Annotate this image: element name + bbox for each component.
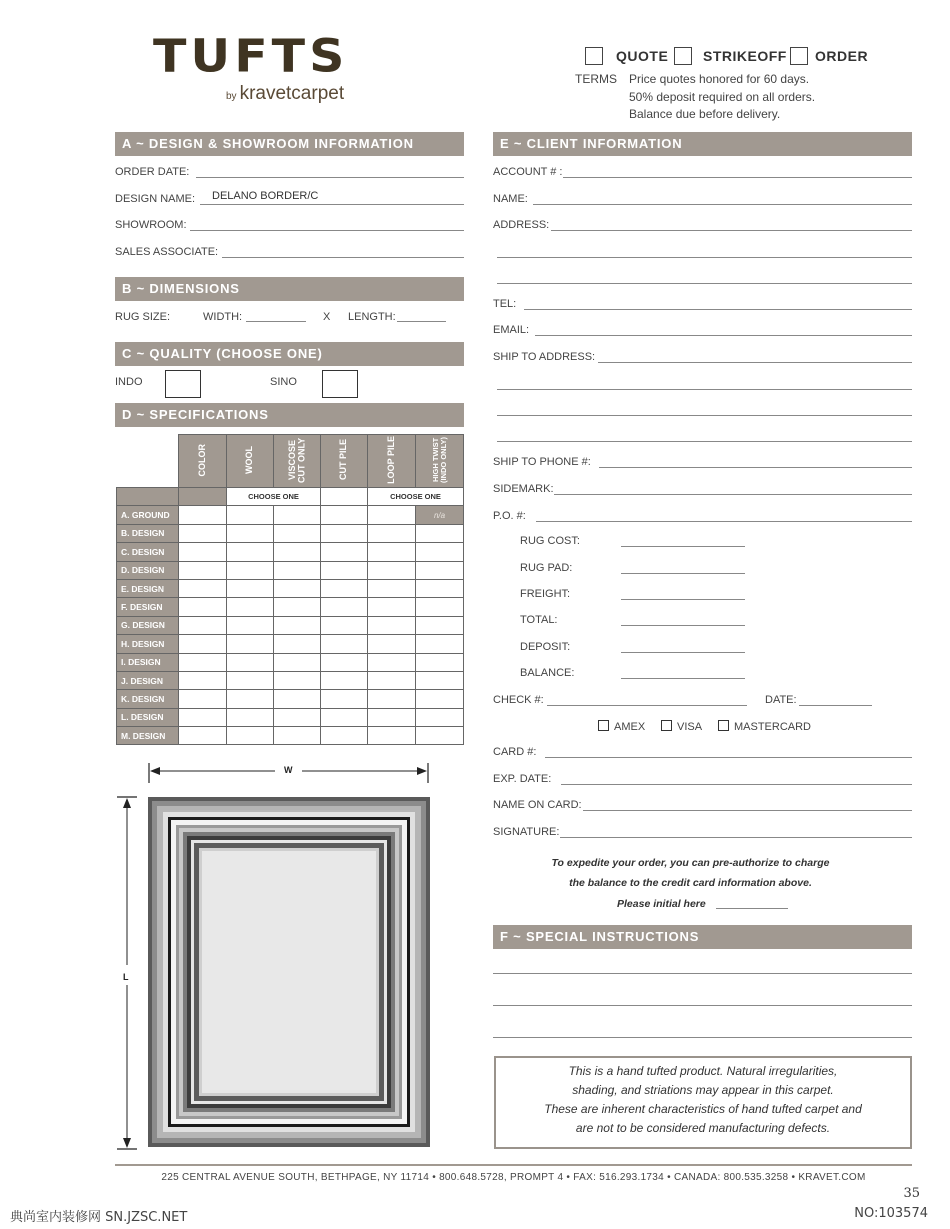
spec-row-label: C. DESIGN [117,543,179,561]
spec-row [117,598,464,616]
order-label: ORDER [815,48,869,64]
spec-cell[interactable] [179,598,227,616]
footer-contact: 225 CENTRAL AVENUE SOUTH, BETHPAGE, NY 11714 • 800.648.5728, PROMPT 4 • FAX: 516.293.1734 • CANADA: 800.535.3258 • KRAVET.COM [161,1172,866,1183]
address-field-3[interactable] [497,283,912,284]
spec-cell[interactable] [227,579,274,597]
choose-one-pile: CHOOSE ONE [368,488,464,506]
terms-line-1: Price quotes honored for 60 days. [629,72,810,86]
watermark-left: 典尚室内装修网 SN.JZSC.NET [10,1210,188,1225]
spec-cell[interactable] [274,727,321,745]
spec-cell[interactable] [179,616,227,634]
spec-cell[interactable] [274,616,321,634]
spec-cell[interactable] [227,635,274,653]
po-field[interactable] [536,521,912,522]
card-number-field[interactable] [545,757,912,758]
spec-cell[interactable] [179,653,227,671]
spec-cell[interactable] [227,506,274,524]
width-label-diagram: W [284,765,293,775]
spec-cell[interactable] [416,579,464,597]
spec-cell[interactable] [274,635,321,653]
rug-diagram [115,757,445,1157]
col-high-twist: HIGH TWIST (INDO ONLY) [416,435,464,488]
total-field[interactable] [621,625,745,626]
ship-to-address-field-1[interactable] [598,362,912,363]
initial-field[interactable] [716,908,788,909]
spec-row [117,727,464,745]
spec-cell[interactable] [179,579,227,597]
check-label: CHECK #: [493,694,544,706]
account-label: ACCOUNT # : [493,166,563,178]
spec-row-label: D. DESIGN [117,561,179,579]
spec-cell[interactable] [227,690,274,708]
spec-row [117,543,464,561]
spec-cell[interactable] [274,561,321,579]
special-instructions-line-3[interactable] [493,1037,912,1038]
spec-row-label: K. DESIGN [117,690,179,708]
name-label: NAME: [493,193,528,205]
spec-cell[interactable] [368,708,416,726]
spec-cell[interactable] [179,543,227,561]
spec-cell[interactable] [179,727,227,745]
section-a-header: A ~ DESIGN & SHOWROOM INFORMATION [115,132,464,156]
freight-field[interactable] [621,599,745,600]
special-instructions-line-2[interactable] [493,1005,912,1006]
expedite-line-3: Please initial here [617,898,706,910]
length-field[interactable] [397,321,446,322]
spec-row-label: G. DESIGN [117,616,179,634]
rug-size-label: RUG SIZE: [115,311,171,323]
strikeoff-checkbox[interactable] [674,47,692,65]
logo-brand: kravetcarpet [239,83,345,104]
section-c-header: C ~ QUALITY (CHOOSE ONE) [115,342,464,366]
brand-logo: TUFTS [153,30,349,83]
spec-cell[interactable] [368,579,416,597]
spec-row [117,524,464,542]
spec-cell[interactable] [227,653,274,671]
watermark-right: NO:103574 [854,1206,928,1221]
width-field[interactable] [246,321,306,322]
spec-cell[interactable] [179,506,227,524]
spec-row [117,690,464,708]
section-e-header: E ~ CLIENT INFORMATION [493,132,912,156]
showroom-label: SHOWROOM: [115,219,187,231]
design-name-field[interactable] [200,204,464,205]
name-on-card-field[interactable] [583,810,912,811]
rug-cost-label: RUG COST: [520,535,580,547]
spec-cell[interactable] [321,708,368,726]
spec-cell[interactable] [368,506,416,524]
sidemark-field[interactable] [554,494,912,495]
address-field-2[interactable] [497,257,912,258]
spec-cell[interactable] [416,524,464,542]
spec-cell: n/a [416,506,464,524]
balance-field[interactable] [621,678,745,679]
spec-cell[interactable] [416,543,464,561]
spec-cell[interactable] [321,579,368,597]
col-viscose: VISCOSE CUT ONLY [274,435,321,488]
spec-cell[interactable] [416,598,464,616]
spec-cell[interactable] [274,653,321,671]
sino-label: SINO [270,376,297,388]
spec-cell[interactable] [321,690,368,708]
spec-row [117,579,464,597]
page-number: 35 [903,1186,920,1201]
exp-date-field[interactable] [561,784,912,785]
spec-cell[interactable] [274,598,321,616]
spec-cell[interactable] [368,598,416,616]
brand-sub-logo [226,84,344,103]
ship-to-address-field-3[interactable] [497,415,912,416]
showroom-field[interactable] [190,230,464,231]
visa-option[interactable]: VISA [661,720,702,733]
spec-cell[interactable] [227,561,274,579]
quote-checkbox[interactable] [585,47,603,65]
spec-row-label: E. DESIGN [117,579,179,597]
spec-cell[interactable] [227,598,274,616]
spec-cell[interactable] [274,524,321,542]
spec-cell[interactable] [416,727,464,745]
signature-field[interactable] [560,837,912,838]
disclaimer-line-2: shading, and striations may appear in this carpet. [572,1083,834,1097]
logo-by: by [226,91,237,102]
rug-borders [148,797,430,1147]
account-field[interactable] [563,177,912,178]
spec-cell[interactable] [321,506,368,524]
expedite-line-1: To expedite your order, you can pre-authorize to charge [551,857,830,869]
spec-cell[interactable] [321,524,368,542]
length-label-diagram: L [123,972,129,982]
rug-pad-field[interactable] [621,573,745,574]
design-name-value: DELANO BORDER/C [212,190,319,202]
ship-to-address-field-4[interactable] [497,441,912,442]
x-label: X [323,311,331,323]
spec-cell[interactable] [368,524,416,542]
spec-row-label: F. DESIGN [117,598,179,616]
spec-cell[interactable] [416,561,464,579]
spec-row-label: I. DESIGN [117,653,179,671]
spec-cell[interactable] [321,543,368,561]
check-field[interactable] [547,705,747,706]
spec-corner [117,435,179,488]
col-loop-pile: LOOP PILE [368,435,416,488]
spec-row-label: M. DESIGN [117,727,179,745]
spec-cell[interactable] [321,598,368,616]
disclaimer-line-3: These are inherent characteristics of hand tufted carpet and [544,1102,862,1116]
choose-one-fiber: CHOOSE ONE [227,488,321,506]
terms-line-2: 50% deposit required on all orders. [629,90,816,104]
indo-checkbox[interactable] [165,370,201,398]
disclaimer-line-4: are not to be considered manufacturing defects. [575,1121,831,1135]
spec-cell[interactable] [227,524,274,542]
section-b-header: B ~ DIMENSIONS [115,277,464,301]
spec-cell[interactable] [416,616,464,634]
ship-to-address-label: SHIP TO ADDRESS: [493,351,596,363]
spec-subheader-row [117,488,464,506]
spec-cell[interactable] [179,635,227,653]
spec-cell[interactable] [227,543,274,561]
spec-cell[interactable] [179,671,227,689]
exp-date-label: EXP. DATE: [493,773,552,785]
spec-row [117,671,464,689]
email-field[interactable] [535,335,912,336]
col-cut-pile: CUT PILE [321,435,368,488]
footer-rule [115,1164,912,1166]
spec-sub-color [179,488,227,506]
strikeoff-label: STRIKEOFF [703,48,787,64]
visa-checkbox[interactable] [661,720,672,731]
spec-row-label: B. DESIGN [117,524,179,542]
date-field[interactable] [799,705,872,706]
ship-to-address-field-2[interactable] [497,389,912,390]
spec-cell[interactable] [368,561,416,579]
spec-cell[interactable] [227,616,274,634]
section-f-header: F ~ SPECIAL INSTRUCTIONS [493,925,912,949]
spec-cell[interactable] [368,635,416,653]
spec-cell[interactable] [321,635,368,653]
spec-cell[interactable] [368,616,416,634]
spec-cell[interactable] [227,708,274,726]
order-date-label: ORDER DATE: [115,166,190,178]
card-number-label: CARD #: [493,746,537,758]
spec-cell[interactable] [368,671,416,689]
spec-cell[interactable] [416,653,464,671]
ship-to-phone-field[interactable] [599,467,912,468]
mastercard-option[interactable]: MASTERCARD [718,720,811,733]
rug-cost-field[interactable] [621,546,745,547]
expedite-line-2: the balance to the credit card information above. [569,877,812,889]
sales-associate-field[interactable] [222,257,464,258]
spec-row [117,635,464,653]
spec-cell[interactable] [416,635,464,653]
mastercard-checkbox[interactable] [718,720,729,731]
rug-pad-label: RUG PAD: [520,562,573,574]
spec-cell[interactable] [274,543,321,561]
spec-cell[interactable] [179,708,227,726]
spec-cell[interactable] [368,690,416,708]
spec-cell[interactable] [321,727,368,745]
terms-line-3: Balance due before delivery. [629,107,781,121]
spec-cell[interactable] [321,561,368,579]
spec-cell[interactable] [274,708,321,726]
spec-sub-blank [117,488,179,506]
spec-cell[interactable] [321,653,368,671]
name-field[interactable] [533,204,912,205]
spec-cell[interactable] [368,653,416,671]
section-d-header: D ~ SPECIFICATIONS [115,403,464,427]
tel-field[interactable] [524,309,912,310]
special-instructions-line-1[interactable] [493,973,912,974]
deposit-label: DEPOSIT: [520,641,571,653]
spec-cell[interactable] [227,727,274,745]
signature-label: SIGNATURE: [493,826,560,838]
spec-cell[interactable] [179,524,227,542]
email-label: EMAIL: [493,324,530,336]
spec-cell[interactable] [179,690,227,708]
disclaimer-box [494,1056,912,1149]
ship-to-phone-label: SHIP TO PHONE #: [493,456,591,468]
specifications-table [116,434,464,745]
spec-cell[interactable] [274,690,321,708]
quote-label: QUOTE [616,48,669,64]
spec-header-row [117,435,464,488]
spec-cell[interactable] [179,561,227,579]
total-label: TOTAL: [520,614,558,626]
spec-cell[interactable] [274,579,321,597]
col-color: COLOR [179,435,227,488]
spec-cell[interactable] [274,671,321,689]
spec-row-label: H. DESIGN [117,635,179,653]
date-label: DATE: [765,694,797,706]
balance-label: BALANCE: [520,667,575,679]
spec-row [117,561,464,579]
sidemark-label: SIDEMARK: [493,483,554,495]
spec-cell[interactable] [416,690,464,708]
order-checkbox[interactable] [790,47,808,65]
spec-cell[interactable] [321,616,368,634]
spec-cell[interactable] [368,543,416,561]
spec-cell[interactable] [227,671,274,689]
spec-cell[interactable] [274,506,321,524]
terms-label: TERMS [575,72,617,86]
sales-associate-label: SALES ASSOCIATE: [115,246,219,258]
spec-row [117,653,464,671]
spec-row-label: L. DESIGN [117,708,179,726]
sino-checkbox[interactable] [322,370,358,398]
amex-checkbox[interactable] [598,720,609,731]
spec-row [117,616,464,634]
spec-row-label: A. GROUND [117,506,179,524]
spec-cell[interactable] [321,671,368,689]
indo-label: INDO [115,376,143,388]
spec-row-label: J. DESIGN [117,671,179,689]
spec-cell[interactable] [368,727,416,745]
freight-label: FREIGHT: [520,588,571,600]
deposit-field[interactable] [621,652,745,653]
order-date-field[interactable] [196,177,464,178]
width-label: WIDTH: [203,311,243,323]
address-label: ADDRESS: [493,219,550,231]
name-on-card-label: NAME ON CARD: [493,799,582,811]
col-wool: WOOL [227,435,274,488]
spec-cell[interactable] [416,671,464,689]
spec-cell[interactable] [416,708,464,726]
amex-option[interactable]: AMEX [598,720,645,733]
spec-sub-gap [321,488,368,506]
tel-label: TEL: [493,298,517,310]
disclaimer-line-1: This is a hand tufted product. Natural irregularities, [568,1064,838,1078]
po-label: P.O. #: [493,510,526,522]
spec-row [117,708,464,726]
design-name-label: DESIGN NAME: [115,193,196,205]
address-field-1[interactable] [551,230,912,231]
spec-row [117,506,464,524]
length-label: LENGTH: [348,311,396,323]
